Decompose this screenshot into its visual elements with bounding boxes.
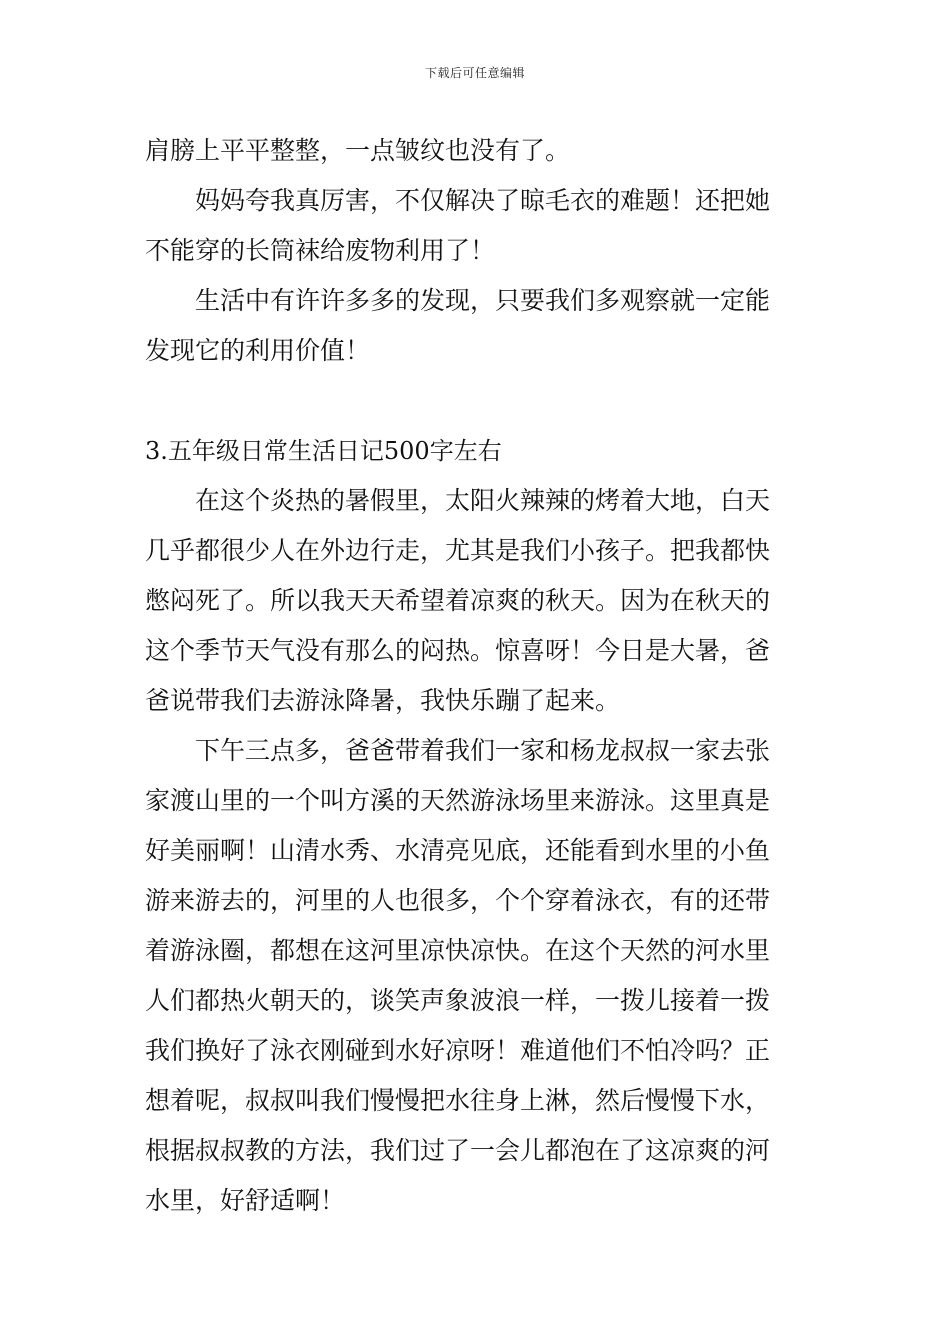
section-spacer	[145, 376, 807, 426]
text-line: 爸说带我们去游泳降暑，我快乐蹦了起来。	[145, 686, 621, 715]
text-line: 几乎都很少人在外边行走，尤其是我们小孩子。把我都快	[145, 536, 771, 565]
page-header-note: 下载后可任意编辑	[424, 66, 525, 80]
document-body	[145, 126, 807, 1226]
text-line: 憋闷死了。所以我天天希望着凉爽的秋天。因为在秋天的	[145, 586, 771, 615]
text-line: 好美丽啊！山清水秀、水清亮见底，还能看到水里的小鱼	[145, 836, 771, 865]
text-line: 肩膀上平平整整，一点皱纹也没有了。	[145, 136, 571, 165]
paragraph-first-line: 生活中有许许多多的发现，只要我们多观察就一定能	[195, 286, 771, 315]
text-line: 这个季节天气没有那么的闷热。惊喜呀！今日是大暑，爸	[145, 636, 771, 665]
section-heading: 3.五年级日常生活日记500字左右	[145, 437, 502, 465]
text-line: 游来游去的，河里的人也很多，个个穿着泳衣，有的还带	[145, 886, 771, 915]
text-line: 水里，好舒适啊！	[145, 1186, 346, 1215]
text-line: 想着呢，叔叔叫我们慢慢把水往身上淋，然后慢慢下水，	[145, 1086, 771, 1115]
text-line: 人们都热火朝天的，谈笑声象波浪一样，一拨儿接着一拨	[145, 986, 771, 1015]
text-line: 根据叔叔教的方法，我们过了一会儿都泡在了这凉爽的河	[145, 1136, 771, 1165]
paragraph-first-line: 妈妈夸我真厉害，不仅解决了晾毛衣的难题！还把她	[195, 186, 771, 215]
text-line: 发现它的利用价值！	[145, 336, 371, 365]
text-line: 我们换好了泳衣刚碰到水好凉呀！难道他们不怕冷吗？正	[145, 1036, 771, 1065]
paragraph-first-line: 在这个炎热的暑假里，太阳火辣辣的烤着大地，白天	[195, 486, 771, 515]
text-line: 家渡山里的一个叫方溪的天然游泳场里来游泳。这里真是	[145, 786, 771, 815]
text-line: 着游泳圈，都想在这河里凉快凉快。在这个天然的河水里	[145, 936, 771, 965]
paragraph-first-line: 下午三点多，爸爸带着我们一家和杨龙叔叔一家去张	[195, 736, 771, 765]
text-line: 不能穿的长筒袜给废物利用了！	[145, 236, 496, 265]
